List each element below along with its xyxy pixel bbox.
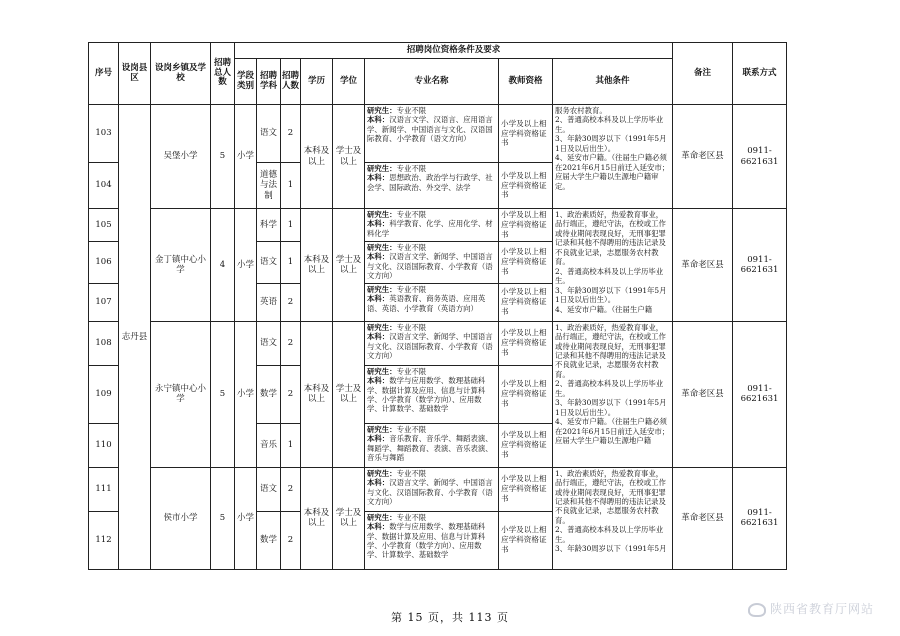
row-note: 革命老区县 — [673, 105, 733, 209]
header-contact: 联系方式 — [733, 43, 787, 105]
row-subject: 英语 — [257, 283, 281, 321]
row-degree: 学士及以上 — [333, 321, 365, 467]
row-other: 1、政治素质好，热爱教育事业，品行端正，遵纪守法，在校或工作或待业期间表现良好，无刑事犯罪记录和其他不得聘用的违法记录及不良就业记录，志愿服务农村教育。 2、普通高校本科及以上学历毕业生。 3、年龄30周岁以下（1991年5月1日及以后出生）。 4、延安市户籍。（往届生户籍 — [553, 209, 673, 322]
header-county: 设岗县区 — [119, 43, 151, 105]
row-subject: 语文 — [257, 321, 281, 365]
ug-value: 汉语言文学、汉语言、应用语言学、新闻学、中国语言与文化、汉语国际教育、小学教育（语文方向） — [367, 115, 493, 144]
ug-label: 本科： — [367, 115, 390, 125]
row-note: 革命老区县 — [673, 321, 733, 467]
grad-value: 专业不限 — [396, 210, 427, 219]
row-cert: 小学及以上相应学科资格证书 — [499, 321, 553, 365]
row-edu: 本科及以上 — [301, 105, 333, 209]
grad-value: 专业不限 — [396, 284, 427, 294]
school-total: 4 — [211, 209, 235, 322]
row-seq: 106 — [89, 241, 119, 283]
header-subject: 招聘学科 — [257, 59, 281, 105]
ug-value: 汉语言文学、新闻学、中国语言与文化、汉语国际教育、小学教育（语文方向） — [367, 252, 493, 280]
header-count: 招聘人数 — [281, 59, 301, 105]
school-name: 侯市小学 — [151, 467, 211, 569]
row-seq: 110 — [89, 423, 119, 467]
row-major — [365, 105, 499, 163]
row-seq: 108 — [89, 321, 119, 365]
row-cert: 小学及以上相应学科资格证书 — [499, 365, 553, 423]
row-other: 服务农村教育。 2、普通高校本科及以上学历毕业生。 3、年龄30周岁以下（1991年5月1日及以后出生）。 4、延安市户籍。（往届生户籍必须在2021年6月15日前迁入延安市；应届大学生户籍以生源地户籍审定。 — [553, 105, 673, 209]
row-seq: 107 — [89, 283, 119, 321]
row-other: 1、政治素质好，热爱教育事业，品行端正，遵纪守法，在校或工作或待业期间表现良好，无刑事犯罪记录和其他不得聘用的违法记录及不良就业记录，志愿服务农村教育。 2、普通高校本科及以上学历毕业生。 3、年龄30周岁以下（1991年5月 — [553, 467, 673, 569]
grad-value: 专业不限 — [396, 242, 427, 252]
row-stage: 小学 — [235, 467, 257, 569]
school-name: 金丁镇中心小学 — [151, 209, 211, 322]
row-count: 1 — [281, 209, 301, 242]
row-count: 2 — [281, 283, 301, 321]
row-seq: 111 — [89, 467, 119, 511]
county-label: 志丹县 — [121, 331, 148, 342]
row-count: 2 — [281, 321, 301, 365]
school-name: 永宁镇中心小学 — [151, 321, 211, 467]
row-cert: 小学及以上相应学科资格证书 — [499, 209, 553, 242]
header-stage: 学段类别 — [235, 59, 257, 105]
school-total: 5 — [211, 105, 235, 209]
ug-value: 汉语言文学、新闻学、中国语言与文化、汉语国际教育、小学教育（语文方向） — [367, 332, 493, 360]
grad-value: 专业不限 — [396, 366, 427, 376]
watermark-text: 陕西省教育厅网站 — [770, 602, 875, 616]
grad-value: 专业不限 — [396, 512, 427, 522]
ug-label: 本科： — [367, 376, 390, 386]
row-count: 2 — [281, 365, 301, 423]
row-contact: 0911-6621631 — [733, 209, 787, 322]
ug-value: 科学教育、化学、应用化学、材料化学 — [367, 219, 493, 238]
watermark — [748, 600, 874, 617]
ug-value: 汉语言文学、新闻学、中国语言与文化、汉语国际教育、小学教育（语文方向） — [367, 478, 493, 506]
ug-value: 英语教育、商务英语、应用英语、英语、小学教育（英语方向） — [367, 294, 486, 313]
grad-label: 研究生： — [367, 512, 397, 522]
ug-label: 本科： — [367, 219, 390, 229]
table-row — [89, 105, 787, 163]
row-edu: 本科及以上 — [301, 209, 333, 322]
grad-value: 专业不限 — [396, 164, 427, 173]
header-total: 招聘总人数 — [211, 43, 235, 105]
row-seq: 103 — [89, 105, 119, 163]
ug-label: 本科： — [367, 522, 390, 532]
row-major — [365, 467, 499, 511]
header-degree: 学位 — [333, 59, 365, 105]
row-major — [365, 209, 499, 242]
row-subject: 语文 — [257, 467, 281, 511]
row-subject: 数学 — [257, 365, 281, 423]
ug-label: 本科： — [367, 252, 390, 262]
row-seq: 112 — [89, 511, 119, 569]
row-note: 革命老区县 — [673, 467, 733, 569]
row-count: 1 — [281, 423, 301, 467]
school-total: 5 — [211, 321, 235, 467]
header-group: 招聘岗位资格条件及要求 — [235, 43, 673, 59]
row-major — [365, 365, 499, 423]
grad-label: 研究生： — [367, 322, 397, 332]
grad-label: 研究生： — [367, 242, 397, 252]
row-subject: 科学 — [257, 209, 281, 242]
grad-label: 研究生： — [367, 164, 397, 173]
row-contact: 0911-6621631 — [733, 321, 787, 467]
row-major — [365, 511, 499, 569]
row-major — [365, 321, 499, 365]
grad-value: 专业不限 — [396, 424, 427, 434]
row-count: 2 — [281, 467, 301, 511]
row-degree: 学士及以上 — [333, 467, 365, 569]
row-count: 2 — [281, 105, 301, 163]
row-seq: 104 — [89, 163, 119, 209]
row-major — [365, 241, 499, 283]
row-cert: 小学及以上相应学科资格证书 — [499, 423, 553, 467]
row-major — [365, 163, 499, 209]
header-town: 设岗乡镇及学校 — [151, 43, 211, 105]
row-subject: 语文 — [257, 105, 281, 163]
ug-value: 数学与应用数学、数理基础科学、数据计算及应用、信息与计算科学、小学教育（数学方向）、应用数学、计算数学、基础数学 — [367, 522, 486, 560]
ug-label: 本科： — [367, 478, 390, 488]
ug-value: 思想政治、政治学与行政学、社会学、国际政治、外交学、法学 — [367, 173, 493, 192]
header-other: 其他条件 — [553, 59, 673, 105]
county-cell — [119, 105, 151, 570]
row-cert: 小学及以上相应学科资格证书 — [499, 511, 553, 569]
ug-label: 本科： — [367, 434, 390, 444]
row-stage: 小学 — [235, 105, 257, 209]
row-cert: 小学及以上相应学科资格证书 — [499, 105, 553, 163]
grad-value: 专业不限 — [396, 106, 427, 115]
ug-value: 数学与应用数学、数理基础科学、数据计算及应用、信息与计算科学、小学教育（数学方向）、应用数学、计算数学、基础数学 — [367, 376, 486, 414]
row-count: 2 — [281, 511, 301, 569]
grad-label: 研究生： — [367, 106, 397, 115]
grad-value: 专业不限 — [396, 322, 427, 332]
row-contact: 0911-6621631 — [733, 105, 787, 209]
page-footer: 第 15 页，共 113 页 — [391, 611, 509, 624]
recruitment-table — [88, 42, 787, 570]
row-subject: 语文 — [257, 241, 281, 283]
row-subject: 音乐 — [257, 423, 281, 467]
row-seq: 105 — [89, 209, 119, 242]
header-seq: 序号 — [89, 43, 119, 105]
row-major — [365, 283, 499, 321]
row-other: 1、政治素质好，热爱教育事业，品行端正，遵纪守法，在校或工作或待业期间表现良好，无刑事犯罪记录和其他不得聘用的违法记录及不良就业记录，志愿服务农村教育。 2、普通高校本科及以上学历毕业生。 3、年龄30周岁以下（1991年5月1日及以后出生）。 4、延安市户籍。（往届生户籍必须在2021年6月15日前迁入延安市；应届大学生户籍以生源地户籍 — [553, 321, 673, 467]
row-cert: 小学及以上相应学科资格证书 — [499, 163, 553, 209]
row-edu: 本科及以上 — [301, 321, 333, 467]
ug-label: 本科： — [367, 173, 390, 183]
row-seq: 109 — [89, 365, 119, 423]
row-degree: 学士及以上 — [333, 105, 365, 209]
grad-value: 专业不限 — [396, 468, 427, 478]
ug-label: 本科： — [367, 332, 390, 342]
table-row — [89, 467, 787, 511]
row-subject: 道德与法制 — [257, 163, 281, 209]
grad-label: 研究生： — [367, 284, 397, 294]
row-cert: 小学及以上相应学科资格证书 — [499, 467, 553, 511]
row-cert: 小学及以上相应学科资格证书 — [499, 283, 553, 321]
grad-label: 研究生： — [367, 468, 397, 478]
header-major: 专业名称 — [365, 59, 499, 105]
row-major — [365, 423, 499, 467]
row-count: 1 — [281, 241, 301, 283]
row-note: 革命老区县 — [673, 209, 733, 322]
grad-label: 研究生： — [367, 424, 397, 434]
header-cert: 教师资格 — [499, 59, 553, 105]
watermark-logo-icon — [748, 603, 766, 617]
row-cert: 小学及以上相应学科资格证书 — [499, 241, 553, 283]
table-row — [89, 321, 787, 365]
row-stage: 小学 — [235, 321, 257, 467]
ug-value: 音乐教育、音乐学、舞蹈表演、舞蹈学、舞蹈教育、表演、音乐表演、音乐与舞蹈 — [367, 434, 493, 462]
row-count: 1 — [281, 163, 301, 209]
header-note: 备注 — [673, 43, 733, 105]
row-contact: 0911-6621631 — [733, 467, 787, 569]
row-subject: 数学 — [257, 511, 281, 569]
school-name: 吴堡小学 — [151, 105, 211, 209]
row-edu: 本科及以上 — [301, 467, 333, 569]
header-edu: 学历 — [301, 59, 333, 105]
grad-label: 研究生： — [367, 210, 397, 219]
row-stage: 小学 — [235, 209, 257, 322]
table-row — [89, 209, 787, 242]
row-degree: 学士及以上 — [333, 209, 365, 322]
grad-label: 研究生： — [367, 366, 397, 376]
ug-label: 本科： — [367, 294, 390, 304]
school-total: 5 — [211, 467, 235, 569]
